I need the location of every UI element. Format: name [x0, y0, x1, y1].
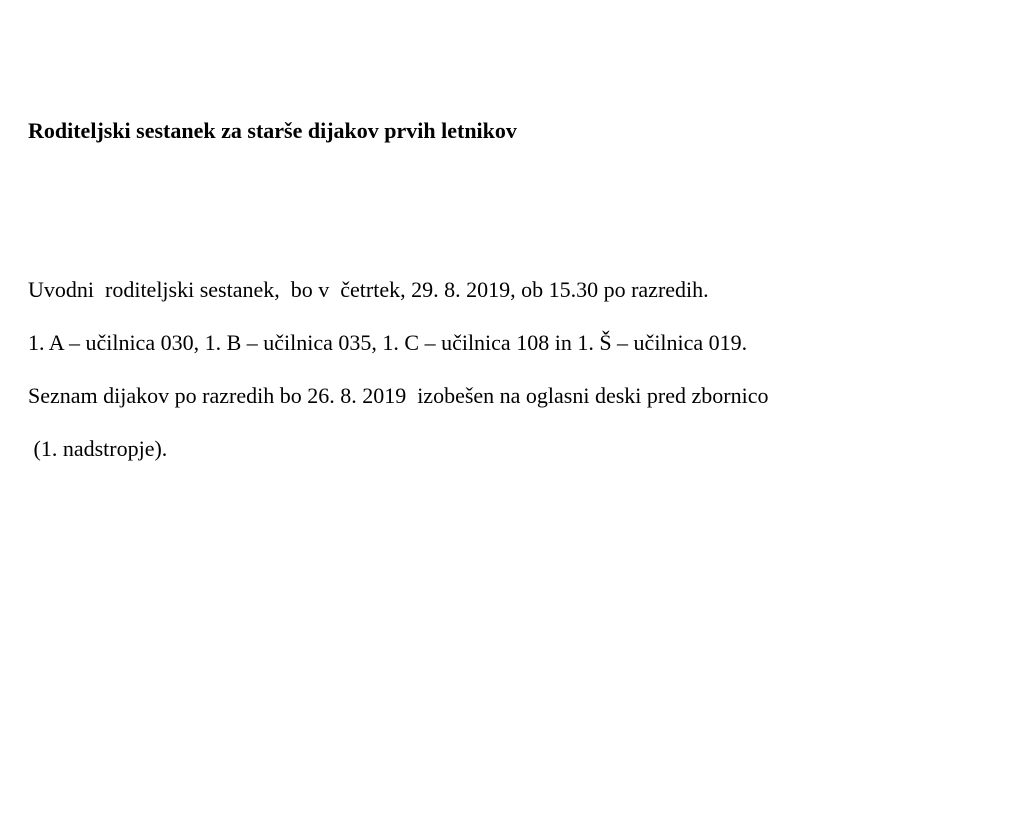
student-list-notice-line: Seznam dijakov po razredih bo 26. 8. 2019 izobešen na oglasni deski pred zbornico [28, 383, 769, 408]
floor-note-line: (1. nadstropje). [28, 436, 168, 461]
meeting-info-line: Uvodni roditeljski sestanek, bo v četrtek, 29. 8. 2019, ob 15.30 po razredih. [28, 277, 709, 302]
classroom-assignment-line: 1. A – učilnica 030, 1. B – učilnica 035, 1. C – učilnica 108 in 1. Š – učilnica 019. [28, 330, 748, 355]
document-title: Roditeljski sestanek za starše dijakov prvih letnikov [28, 118, 517, 143]
